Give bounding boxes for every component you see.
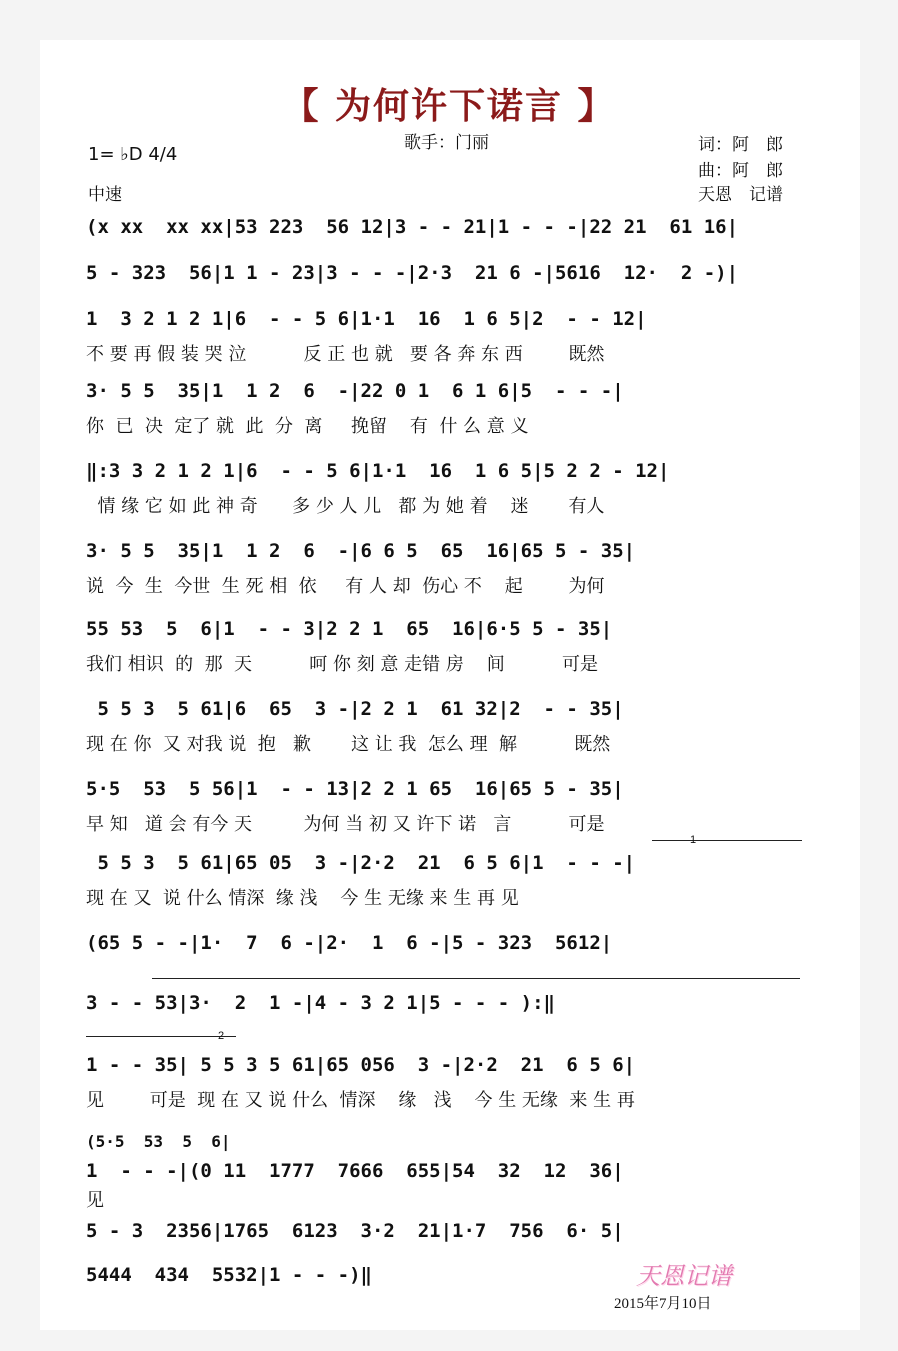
lyric-row: 我们 相识 的 那 天 呵 你 刻 意 走错 房 间 可是 <box>86 654 598 675</box>
score-row: (x xx xx xx|53 223 56 12|3 - - 21|1 - - -|22 21 61 16| <box>86 216 739 238</box>
score-row: 5 5 3 5 61|65 05 3 -|2·2 21 6 5 6|1 - - -| <box>86 852 636 874</box>
score-row: 1 - - -|(0 11 1777 7666 655|54 32 12 36| <box>86 1160 624 1182</box>
composer: 曲：阿 郎 <box>698 161 783 181</box>
lyric-row: 说 今 生 今世 生 死 相 依 有 人 却 伤心 不 起 为何 <box>86 576 605 597</box>
volta-1-number: 1 <box>690 834 697 846</box>
score-row: 55 53 5 6|1 - - 3|2 2 1 65 16|6·5 5 - 35| <box>86 618 613 640</box>
score-row: 5·5 53 5 56|1 - - 13|2 2 1 65 16|65 5 - 35| <box>86 778 624 800</box>
score-row: ‖:3 3 2 1 2 1|6 - - 5 6|1·1 16 1 6 5|5 2 2 - 12| <box>86 460 670 482</box>
score-row: 1 - - 35| 5 5 3 5 61|65 056 3 -|2·2 21 6 5 6| <box>86 1054 636 1076</box>
score-row: (65 5 - -|1· 7 6 -|2· 1 6 -|5 - 323 5612| <box>86 932 613 954</box>
key-signature: 1= ♭D 4/4 <box>88 144 178 165</box>
lyric-row: 现 在 又 说 什么 情深 缘 浅 今 生 无缘 来 生 再 见 <box>86 888 519 909</box>
song-title: 【 为何许下诺言 】 <box>282 86 616 127</box>
transcriber: 天恩 记谱 <box>698 185 783 205</box>
score-row: 5 - 323 56|1 1 - 23|3 - - -|2·3 21 6 -|5616 12· 2 -)| <box>86 262 739 284</box>
lyric-row: 见 可是 现 在 又 说 什么 情深 缘 浅 今 生 无缘 来 生 再 <box>86 1090 635 1111</box>
score-row: 5 - 3 2356|1765 6123 3·2 21|1·7 756 6· 5| <box>86 1220 624 1242</box>
lyric-row: 早 知 道 会 有今 天 为何 当 初 又 许下 诺 言 可是 <box>86 814 605 835</box>
volta-2-bracket <box>86 1036 236 1037</box>
lyric-row: 你 已 决 定了 就 此 分 离 挽留 有 什 么 意 义 <box>86 416 529 437</box>
tempo: 中速 <box>88 185 122 205</box>
lyric-row: 情 缘 它 如 此 神 奇 多 少 人 儿 都 为 她 着 迷 有人 <box>86 496 605 517</box>
lyric-row: 不 要 再 假 装 哭 泣 反 正 也 就 要 各 奔 东 西 既然 <box>86 344 605 365</box>
score-row: (5·5 53 5 6| <box>86 1132 231 1151</box>
lyricist: 词：阿 郎 <box>698 135 783 155</box>
score-row: 5444 434 5532|1 - - -)‖ <box>86 1264 372 1286</box>
score-row: 3· 5 5 35|1 1 2 6 -|22 0 1 6 1 6|5 - - -| <box>86 380 624 402</box>
volta-2-number: 2 <box>218 1030 225 1042</box>
transcriber-stamp: 天恩记谱 <box>636 1262 732 1290</box>
lyric-row: 见 <box>86 1190 104 1211</box>
score-row: 1 3 2 1 2 1|6 - - 5 6|1·1 16 1 6 5|2 - - 12| <box>86 308 647 330</box>
singer: 歌手：门丽 <box>404 133 489 153</box>
volta-1-bracket <box>652 840 802 841</box>
score-row: 3 - - 53|3· 2 1 -|4 - 3 2 1|5 - - - ):‖ <box>86 992 555 1014</box>
date: 2015年7月10日 <box>614 1296 712 1312</box>
repeat-bracket <box>152 978 800 979</box>
lyric-row: 现 在 你 又 对我 说 抱 歉 这 让 我 怎么 理 解 既然 <box>86 734 611 755</box>
score-row: 3· 5 5 35|1 1 2 6 -|6 6 5 65 16|65 5 - 35| <box>86 540 636 562</box>
score-row: 5 5 3 5 61|6 65 3 -|2 2 1 61 32|2 - - 35| <box>86 698 624 720</box>
